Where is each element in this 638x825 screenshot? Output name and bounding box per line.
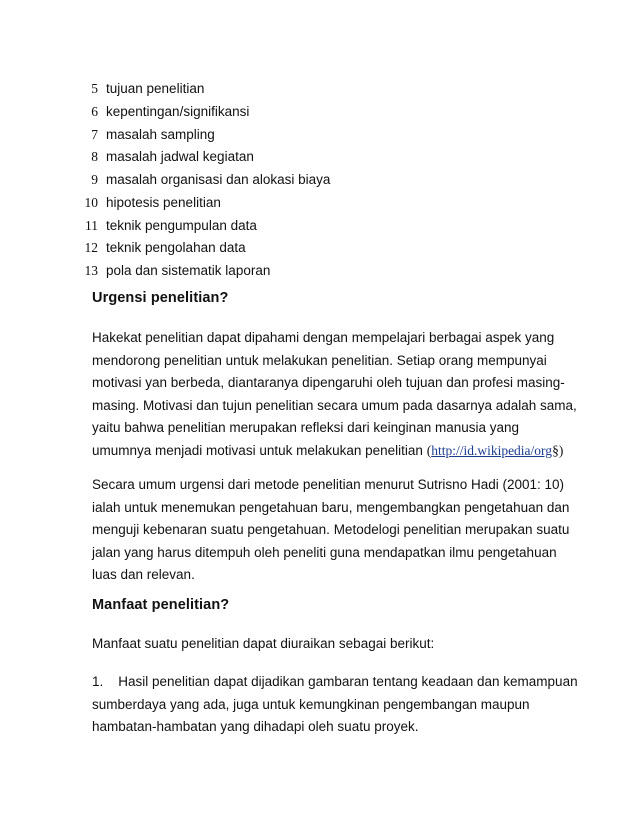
text-line bbox=[92, 440, 562, 463]
text-line: jalan yang harus ditempuh oleh peneliti guna mendapatkan ilmu pengetahuan bbox=[92, 544, 557, 560]
text-line: masing. Motivasi dan tujun penelitian secara umum pada dasarnya adalah sama, bbox=[92, 397, 577, 413]
text-line: mendorong penelitian untuk melakukan penelitian. Setiap orang mempunyai bbox=[92, 352, 547, 368]
list-item-text: teknik pengumpulan data bbox=[106, 217, 257, 233]
list-number: 8 bbox=[91, 149, 98, 165]
list-item bbox=[91, 101, 330, 124]
urgensi-paragraph-2 bbox=[92, 474, 570, 587]
reference-open: ( bbox=[426, 442, 432, 458]
list-number: 7 bbox=[91, 126, 98, 142]
research-elements-list bbox=[84, 78, 331, 283]
list-number: 5 bbox=[91, 81, 98, 96]
text-line: luas dan relevan. bbox=[92, 567, 195, 583]
text-line: Manfaat suatu penelitian dapat diuraikan sebagai berikut: bbox=[92, 636, 435, 651]
list-item bbox=[91, 78, 330, 101]
text-fragment: umumnya menjadi motivasi untuk melakukan penelitian bbox=[92, 442, 427, 458]
list-item-text: hipotesis penelitian bbox=[106, 194, 221, 210]
list-item bbox=[84, 237, 330, 260]
text-line: menguji kebenaran suatu pengetahuan. Metodelogi penelitian merupakan suatu bbox=[92, 522, 570, 538]
list-item-text: teknik pengolahan data bbox=[106, 240, 246, 256]
manfaat-heading: Manfaat penelitian? bbox=[92, 597, 230, 613]
text-line: 1. Hasil penelitian dapat dijadikan gambaran tentang keadaan dan kemampuan bbox=[92, 674, 578, 689]
reference-close: §) bbox=[552, 442, 564, 458]
manfaat-item-1 bbox=[92, 671, 578, 739]
list-number: 6 bbox=[91, 103, 98, 119]
text-line: motivasi yan berbeda, diantaranya dipengaruhi oleh tujuan dan profesi masing- bbox=[92, 375, 565, 391]
list-item bbox=[91, 124, 330, 147]
list-number: 11 bbox=[85, 217, 98, 233]
list-item-text: masalah organisasi dan alokasi biaya bbox=[106, 172, 331, 187]
text-line: yaitu bahwa penelitian merupakan refleksi dari keinginan manusia yang bbox=[92, 420, 520, 436]
list-number: 12 bbox=[84, 240, 98, 256]
list-item bbox=[85, 215, 330, 238]
text-line: Hakekat penelitian dapat dipahami dengan mempelajari berbagai aspek yang bbox=[92, 330, 555, 345]
list-item-text: tujuan penelitian bbox=[106, 81, 205, 96]
list-item bbox=[84, 192, 330, 215]
list-number: 10 bbox=[84, 194, 98, 210]
list-item-text: pola dan sistematik laporan bbox=[106, 263, 271, 278]
manfaat-intro bbox=[92, 633, 562, 656]
list-item-text: masalah jadwal kegiatan bbox=[106, 149, 254, 165]
list-number: 9 bbox=[91, 172, 98, 187]
text-line: hambatan-hambatan yang dihadapi oleh suatu proyek. bbox=[92, 719, 419, 735]
list-item-text: masalah sampling bbox=[106, 126, 215, 142]
list-item bbox=[91, 169, 331, 192]
text-line: Secara umum urgensi dari metode penelitian menurut Sutrisno Hadi (2001: 10) bbox=[92, 477, 565, 492]
wikipedia-link[interactable]: http://id.wikipedia/org bbox=[431, 442, 553, 458]
list-item bbox=[84, 260, 330, 283]
text-line: sumberdaya yang ada, juga untuk kemungkinan pengembangan maupun bbox=[92, 696, 530, 712]
urgensi-paragraph-1 bbox=[92, 327, 577, 463]
list-item-text: kepentingan/signifikansi bbox=[106, 103, 250, 119]
text-line: ialah untuk menemukan pengetahuan baru, mengembangkan pengetahuan dan bbox=[92, 499, 570, 515]
list-item bbox=[91, 146, 330, 169]
list-number: 13 bbox=[84, 263, 98, 278]
urgensi-heading: Urgensi penelitian? bbox=[92, 290, 229, 306]
